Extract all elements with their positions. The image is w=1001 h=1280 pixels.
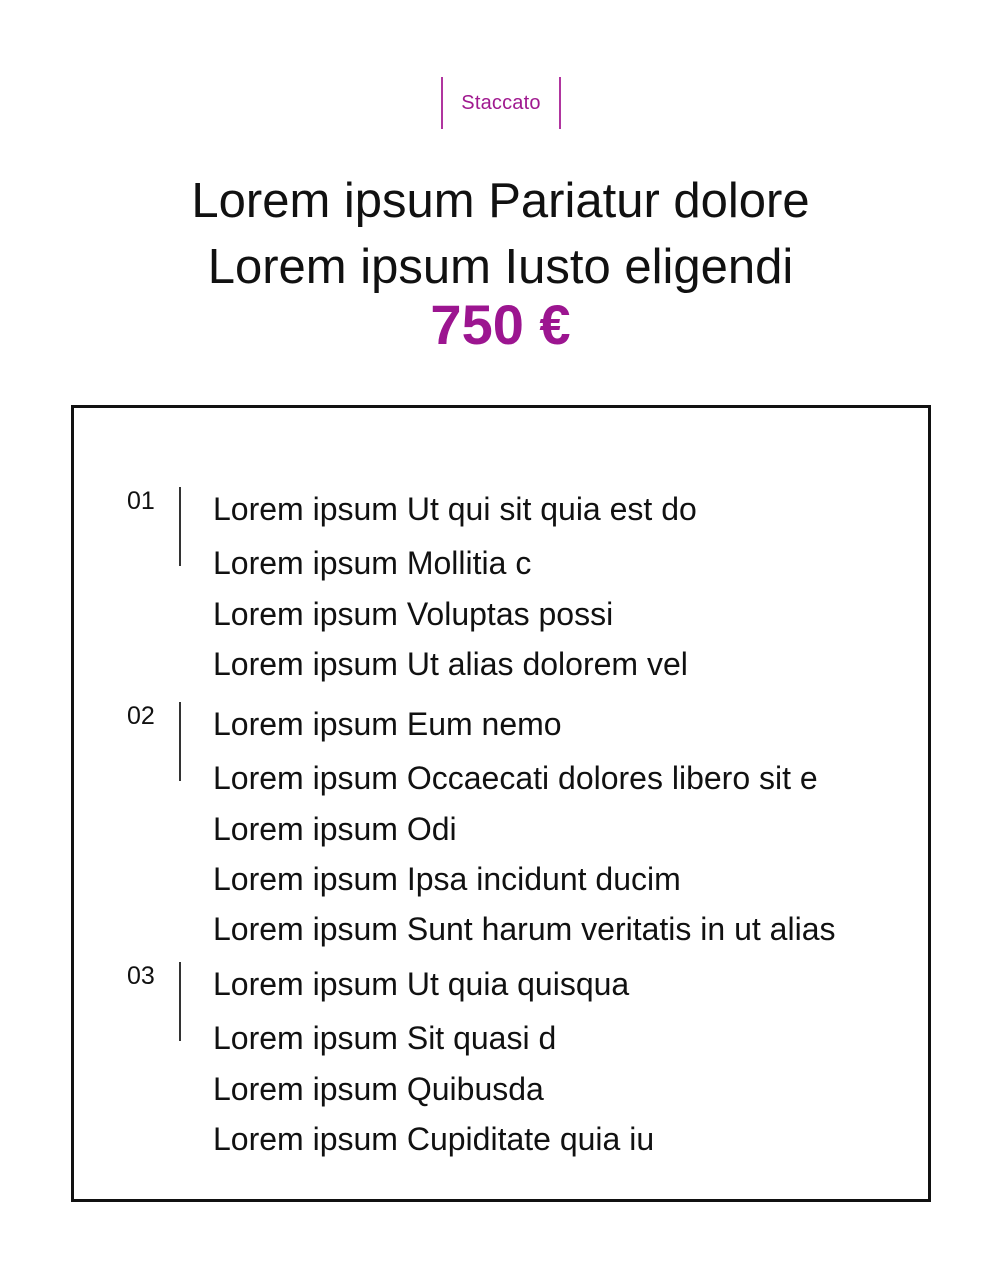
list-item: Lorem ipsum Eum nemo [213,706,562,742]
headline-line-2: Lorem ipsum Iusto eligendi [207,240,794,294]
list-item: Lorem ipsum Sit quasi d [213,1020,557,1056]
section-number: 02 [127,702,155,730]
list-item: Lorem ipsum Ut qui sit quia est do [213,491,697,527]
list-item: Lorem ipsum Cupiditate quia iu [213,1121,655,1157]
list-item: Lorem ipsum Sunt harum veritatis in ut alias [213,911,836,947]
list-item: Lorem ipsum Occaecati dolores libero sit e [213,760,818,796]
section-number: 01 [127,487,155,515]
list-item: Lorem ipsum Ut alias dolorem vel [213,646,688,682]
section-divider [179,487,181,566]
list-item: Lorem ipsum Mollitia c [213,545,532,581]
section-number: 03 [127,962,155,990]
section-divider [179,702,181,781]
category-tag [441,77,561,129]
category-tag-label: Staccato [461,91,541,114]
list-item: Lorem ipsum Voluptas possi [213,596,614,632]
headline-line-1: Lorem ipsum Pariatur dolore [191,174,810,228]
section-divider [179,962,181,1041]
list-item: Lorem ipsum Ut quia quisqua [213,966,630,1002]
list-item: Lorem ipsum Quibusda [213,1071,544,1107]
list-item: Lorem ipsum Ipsa incidunt ducim [213,861,681,897]
price: 750 € [430,293,571,356]
list-item: Lorem ipsum Odi [213,811,457,847]
